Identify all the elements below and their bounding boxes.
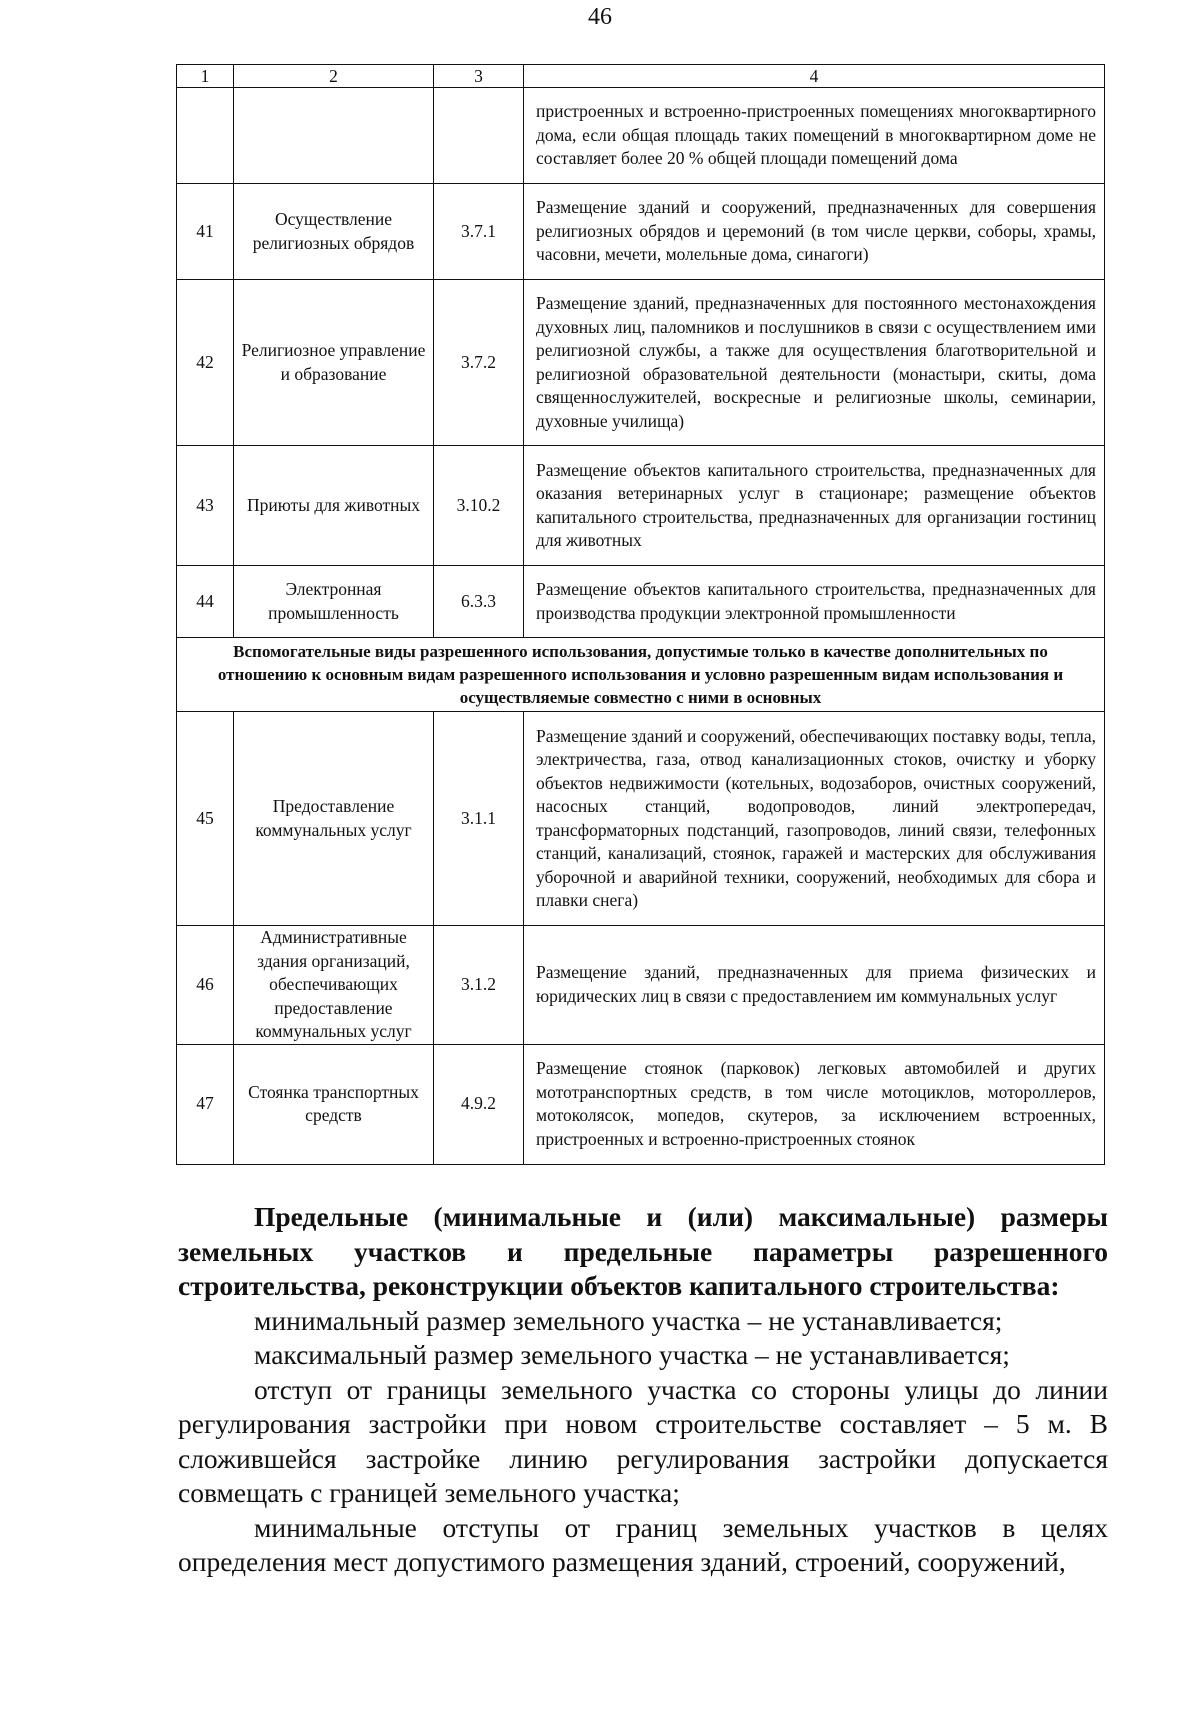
land-use-table [176, 64, 1105, 1165]
table-row [177, 566, 1105, 638]
section-heading: Вспомогательные виды разрешенного использования, допустимые только в качестве дополнительных по отношению к основным видам разрешенного использования и условно разрешенным видам использования и осуществляемые совместно с ними в основных [177, 638, 1105, 712]
table-header-row [177, 65, 1105, 88]
use-code-cell: 4.9.2 [434, 1044, 524, 1164]
use-name-cell: Религиозное управление и образование [234, 280, 434, 446]
use-code-cell: 3.7.1 [434, 184, 524, 280]
row-number-cell: 47 [177, 1044, 234, 1164]
use-description-cell: Размещение зданий и сооружений, обеспечивающих поставку воды, тепла, электричества, газа, отвод канализационных стоков, очистку и уборку объектов недвижимости (котельных, водозаборов, очистных сооружений, насосных станций, водопроводов, линий электропередач, трансформаторных подстанций, газопроводов, линий связи, телефонных станций, канализаций, стоянок, гаражей и мастерских для обслуживания уборочной и аварийной техники, сооружений, необходимых для сбора и плавки снега) [524, 712, 1105, 926]
row-number-cell: 44 [177, 566, 234, 638]
use-name-cell: Административные здания организаций, обеспечивающих предоставление коммунальных услуг [234, 926, 434, 1045]
use-description-cell: Размещение зданий и сооружений, предназначенных для совершения религиозных обрядов и церемоний (в том числе церкви, соборы, храмы, часовни, мечети, молельные дома, синагоги) [524, 184, 1105, 280]
use-name-cell: Приюты для животных [234, 446, 434, 566]
table-row [177, 1044, 1105, 1164]
use-name-cell: Электронная промышленность [234, 566, 434, 638]
use-name-cell: Стоянка транспортных средств [234, 1044, 434, 1164]
use-description-cell: Размещение зданий, предназначенных для приема физических и юридических лиц в связи с предоставлением им коммунальных услуг [524, 926, 1105, 1045]
use-description-cell: Размещение зданий, предназначенных для постоянного местонахождения духовных лиц, паломников и послушников в связи с осуществлением ими религиозной службы, а также для осуществления благотворительной и религиозной образовательной деятельности (монастыри, скиты, дома священнослужителей, воскресные и религиозные школы, семинарии, духовные училища) [524, 280, 1105, 446]
body-text [178, 1200, 1108, 1580]
use-name-cell: Предоставление коммунальных услуг [234, 712, 434, 926]
page-number: 46 [588, 4, 612, 30]
use-code-cell: 6.3.3 [434, 566, 524, 638]
section-title: Предельные (минимальные и (или) максимальные) размеры земельных участков и предельные параметры разрешенного строительства, реконструкции объектов капитального строительства: [178, 1201, 1108, 1301]
paragraph: отступ от границы земельного участка со стороны улицы до линии регулирования застройки при новом строительстве составляет – 5 м. В сложившейся застройке линию регулирования застройки допускается совмещать с границей земельного участка; [178, 1373, 1108, 1508]
use-name-cell [234, 88, 434, 184]
paragraph: минимальные отступы от границ земельных участков в целях определения мест допустимого размещения зданий, строений, сооружений, [178, 1511, 1108, 1577]
use-code-cell: 3.1.1 [434, 712, 524, 926]
table-row [177, 280, 1105, 446]
header-cell: 4 [524, 65, 1105, 88]
use-description-cell: Размещение объектов капитального строительства, предназначенных для оказания ветеринарных услуг в стационаре; размещение объектов капитального строительства, предназначенных для организации гостиниц для животных [524, 446, 1105, 566]
paragraph: максимальный размер земельного участка – не устанавливается; [254, 1339, 1010, 1370]
header-cell: 1 [177, 65, 234, 88]
paragraph: минимальный размер земельного участка – не устанавливается; [254, 1304, 1003, 1336]
use-name-cell: Осуществление религиозных обрядов [234, 184, 434, 280]
row-number-cell: 41 [177, 184, 234, 280]
table-row-continuation [177, 88, 1105, 184]
row-number-cell: 42 [177, 280, 234, 446]
row-number-cell: 46 [177, 926, 234, 1045]
header-cell: 2 [234, 65, 434, 88]
row-number-cell: 45 [177, 712, 234, 926]
row-number-cell: 43 [177, 446, 234, 566]
use-code-cell [434, 88, 524, 184]
section-heading-row [177, 638, 1105, 712]
table-row [177, 446, 1105, 566]
header-cell: 3 [434, 65, 524, 88]
use-description-cell: пристроенных и встроенно-пристроенных помещениях многоквартирного дома, если общая площадь таких помещений в многоквартирном доме не составляет более 20 % общей площади помещений дома [524, 88, 1105, 184]
table-row [177, 712, 1105, 926]
use-code-cell: 3.7.2 [434, 280, 524, 446]
use-description-cell: Размещение объектов капитального строительства, предназначенных для производства продукции электронной промышленности [524, 566, 1105, 638]
use-description-cell: Размещение стоянок (парковок) легковых автомобилей и других мототранспортных средств, в том числе мотоциклов, мотороллеров, мотоколясок, мопедов, скутеров, за исключением встроенных, пристроенных и встроенно-пристроенных стоянок [524, 1044, 1105, 1164]
table-row [177, 926, 1105, 1045]
use-code-cell: 3.1.2 [434, 926, 524, 1045]
row-number-cell [177, 88, 234, 184]
table-row [177, 184, 1105, 280]
use-code-cell: 3.10.2 [434, 446, 524, 566]
